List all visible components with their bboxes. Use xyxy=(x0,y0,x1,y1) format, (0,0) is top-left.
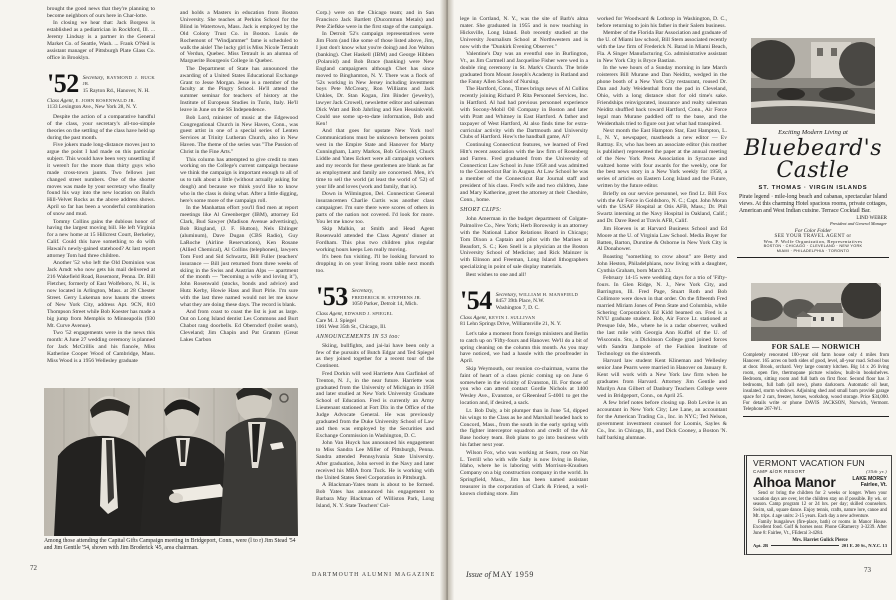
farmhouse-photo xyxy=(751,283,881,341)
three-men-photo-icon xyxy=(44,388,298,536)
ad-agent-text: SEE YOUR TRAVEL AGENT or xyxy=(774,234,852,240)
campaign-meeting-photo xyxy=(44,388,298,536)
paragraph: Fred Dorkin will wed Harriette Ann Garfinkel of Trenton, N. J., in the near future. Harriette was graduated from the University of Michigan in 1958 and later studied at New York University Graduate School of Education. Fred is currently an Army Lieutenant stationed at Fort Dix in the Office of the Judge Advocate General. He was previously graduated from the Duke University School of Law and then was employed by the Securities and Exchange Commission in Washington, D. C. xyxy=(316,370,434,439)
paragraph: Let's take a moment from foreign ministers and Berlin to catch up on 'Fifty-fours and Hanover. We'll do a bit of spring cleaning on the column this month. As you may have noticed, we had a hassle with the proofreader in April. xyxy=(460,330,588,365)
paragraph: Best wishes to one and all! xyxy=(466,271,527,278)
paragraph: A few brief notes before closing up. Bob Levine is an accountant in New York City; Lee Lane, an accountant for the American Trading Co., Inc. in NYC; Ted Nelson, government investment counsel for Loomis, Sayles & Co., Inc. in Chicago, Ill., and Dick Cooney, a Boston 'N. half barking alumnae. xyxy=(597,400,727,441)
paragraph: Skip Weymouth, our reunion co-chairman, warns the faint of heart of a class picnic coming up on June 6 somewhere in the vicinity of Evanston, Ill. For those of you who can attend contact Gordie Nichols at 1400 Wesley Ave., Evanston, or GReenleaf 5-4001 to get the location and, if desired, a sack. xyxy=(460,365,588,407)
magazine-title-footer: DARTMOUTH ALUMNI MAGAZINE xyxy=(312,572,436,578)
paragraph: Corp.) were on the Chicago team; and in San Francisco Jack Bartlett (Ducommun Metals) and Pete Ziefkke were in the first stage of the campaign. xyxy=(316,10,434,30)
paragraph: Despite the action of a comparative handful of the class, your secretary's all-too-simple theories on the settling of the class have held up during the past month. xyxy=(47,113,155,141)
paragraph: In the Manhattan effort you'll find men at report meetings like Al Greenberger (IBM), attorney Ed Clark, Bud Sawyer (Madison Avenue advertising), Bob Ringland, (J. F. Hutton), Nels Ehlinger (aluminum), Dave Dugan (CBS Radio), Guy LaRoche (Airline Reservations), Ken Rosane (Allied Chemical), Al Collins (telephones), lawyers Tom Ford and Sid Schwartz, Bill Fuller (teachers' insurance — Bill just returned from three weeks of skiing in the Swiss and Austrian Alps — apartment of the month — "becoming a wife and loving it"), John Rosenwald (stocks, bonds and advice) and Hutz Kerby, Howie Hass and Burt Pirie. I'm sure with the last three named would not let me know what they are doing these days. The record is blank. xyxy=(180,205,298,309)
paragraph: Down in Wilmington, Del. Connecticut General insurancemen Charlie Curtis was another class campaigner. I'm sure there were scores of others in parts of the nation not covered. I'd look for more. You let me know too. xyxy=(316,191,434,225)
ad-title: FOR SALE — NORWICH xyxy=(771,343,861,351)
ad-body: Send or bring the children for 2 weeks or longer. When your vacation days are over, let the children stay on if possible. By wk. or season. Camp program 12 or 24 hrs. per day; skilled counselors. Swim, sail, square dance. Enjoy tennis, crafts, nature lore, canoe and Mt. trips. 4 age units: 2-15 years. Each day a new adventure. Family bungalows (fire-place, bath) or rooms in Manor House. Excellent food. Golf & horses near. Phone GRamercy 3-3239. After June 8: Fairlee, Vt., FEderal 3-4284. xyxy=(753,491,887,536)
ad-location: LAKE MOREY Fairlee, Vt. xyxy=(852,476,887,488)
bluebeards-castle-ad xyxy=(735,38,891,254)
paragraph: Two '52 engagements were in the news this month: A June 27 wedding ceremony is planned for Jack McCrillis and his fiancée, Miss Katherine Cooper Wood of Cambridge, Mass. Miss Wood is a 1956 Wellesley graduate xyxy=(47,330,155,364)
paragraph: Next month the East Hampton Star, East Hampton, L. I., N. Y., newspaper, mastheads a new editor — Ev Rattray. Ev, who has been an associate editor (his mother is publisher) represented the paper at the annual meeting of the New York Press Association in Syracuse and waltzed home with four awards for the weekly, one for the best news story in a New York weekly for 1958, a series of articles on Eastern Long Island and the Future, written by the future editor. xyxy=(597,128,727,190)
class-secretary: Secretary, WILLIAM H. MANSFIELD 8457 39th Place, N.W. Washington 7, D. C. xyxy=(495,291,579,311)
ad-tagline: Exciting Modern Living at xyxy=(778,129,848,136)
paragraph: In closing we hear that: Jack Borgess is established as a pediatrician in Rockford, Ill. ... Jeremy Lindsay is a partner in the General Market Co. of Seattle, Wash. ... Frank O'Neil is assistant manager of Pittsburgh Plate Glass Co. office in Brooklyn. xyxy=(47,20,155,61)
ad-subhead: CAMP &/OR RESORT (35th yr.) xyxy=(753,469,887,474)
column-4 xyxy=(460,16,588,556)
paragraph: Tommy Collins gains the dubious honor of having the largest moving bill. He left Virginia for a new home at 15 Hillcrest Court, Berkeley, Calif. Could this have something to do with Hawaii's newly-gained statehood? At last report attorney Tom had three children. xyxy=(47,218,155,260)
paragraph: Harvard law student Kent Klineman and Wellesley senior Jane Pearrs were married in Hanover on January 8. Kent will work with a New York law firm when he graduates from Harvard. Attorney Jim Gentile and Marilyn Ann Gilbert of Danbury Teachers College were wed in Bridgeport, Conn., on April 25. xyxy=(597,358,727,399)
column-2 xyxy=(180,10,298,386)
ad-cities: BOSTON · CHICAGO · CLEVELAND · NEW YORK MIAMI · PHILADELPHIA · TORONTO xyxy=(763,244,863,254)
farmhouse-photo-icon xyxy=(751,283,881,341)
class-heading-54 xyxy=(460,285,588,315)
ad-title: Bluebeard's Castle xyxy=(743,136,883,183)
class-agent: Class Agent, E. JOHN ROSENWALD JR. 1133 Lexington Ave., New York 28, N. Y. xyxy=(47,97,137,111)
class-secretary: Secretary, FREDERICK H. STEPHENS JR. 1050 Parker, Detroit 14, Mich. xyxy=(351,287,422,308)
paragraph: Boasting "something to crow about" are Betty and John Heston, Philadelphians, now living with a daughter, Cynthia Graham, born March 23. xyxy=(597,253,727,274)
ad-title: Alhoa Manor xyxy=(753,474,836,490)
class-heading-53 xyxy=(316,281,434,311)
class-agent: Class Agent, KEVIN I. SULLIVAN 81 Lehn Springs Drive, Williamsville 21, N. Y. xyxy=(460,314,562,328)
paragraph: February 14-15 were wedding days for a trio of 'Fifty-fours. In Glen Ridge, N. J., New York City, and Barrington, Ill. Fred Page, Stuart Roth and Bob Collimore were down in that order. On the fifteenth Fred married Miriam Jones of Penn State and Columbia, while Schering Corporation's Ed Kidd beamed on. Fred is a NYU graduate student. Bob, Air Force Lt. stationed at Presque Isle, Me., where he is a radar observer, walked the last mile with Georgia Ann Kuffel of the U. of Wisconsin. Stu, a Dickinson College grad joined forces with Sandra Jampole of the Fashion Institute of Technology on the sixteenth. xyxy=(597,275,727,357)
paragraph: And from coast to coast the list is just as large. Out on Long Island dentist Les Commons and Burt Chabot rang doorbells. Ed Oberndorf (toilet seats), Cleveland; Jim Chapin and Pat Gramm (Great Lakes Carbon xyxy=(180,309,298,344)
paragraph: In the wee hours of a Sunday morning in late March roisterers Bill Murane and Dan Neiditz, wedged in the phone booth of a New York City restaurant, roused Dr. Dan and Judy Weidenthal from the pad in Cleveland, Ohio, with a long distance shot for old time's sake. Friendships reinvigorated, insurance and realty salesman Neiditz shuffled back toward Hartford, Conn., Air Force legal man Murane paddled off to the base, and the Weidenthals tried to figure out just what had transpired. xyxy=(597,65,727,127)
paragraph: Member of the Florida Bar Association and graduate of the U. of Miami law school, Bill Stern associated recently with the law firm of Frederick N. Barad in Miami Beach, Fla. A Singer Manufacturing Co. administrative assistant in New York City is Bryce Bastian. xyxy=(597,30,727,64)
paragraph: Another '52 who left the Old Dominion was Jack Arndt who now gets his mail delivered at 216 Wakefield Road, Rosemont, Penna. Dr. Bill Fletcher, formerly of East Wolfeboro, N. H., is now located in Arlington, Mass. at 28 Chester Street. Gerry Lukeman now haunts the streets of New York City, address Apt. 9CN, 810 Thompson Street while Bob Koester has made a big jump from Memphis to Minneapolis (930 Mt. Curve Avenue). xyxy=(47,260,155,329)
paragraph: The Department of State has announced the awarding of a United States Educational Exchange Grant to Jesse Morgan. Jesse is a member of the faculty at the Pingry School. He'll attend the summer seminar for teachers of history at the Institute of European Studies in Turin, Italy. He'll leave in June on the SS Independence. xyxy=(180,65,298,114)
divider xyxy=(737,257,889,258)
paragraph: Wilson Fox, who was working at Sears, rose on Nat L. Terrill who with wife Sally is now living in Boise, Idaho, where he is laboring with Morrison-Knudsen Company on a big construction company in the world. In Springfield, Mass., Jim has been named assistant treasurer in the corporation of Clark & Friend, a well-known clothing store. Jim xyxy=(460,449,588,498)
paragraph: A Blackman-Yates team is about to be formed. Bob Yates has announced his engagement to Barbara May Blackman of Williston Park, Long Island, N. Y. State Teachers' Col- xyxy=(316,482,434,509)
class-year: '52 xyxy=(47,68,79,98)
ad-body: Pirate legend · mile-long beach and cabanas, spectacular Island views. At this charming Hotel spacious rooms, private cottages, American and West Indian cuisine. Terrace Cocktail Bar. xyxy=(739,194,887,214)
paragraph: Jim Hoeven is at Harvard Business School and Ed Moore at the U. of Virginia Law School. Media Buyer for Batten, Barton, Durstine & Osborne in New York City is Al Donahower. xyxy=(597,225,727,253)
alhoa-manor-ad xyxy=(744,455,892,555)
column-3 xyxy=(316,10,434,555)
paragraph: Bob Lord, minister of music at the Edgewood Congregational Church in New Haven, Conn., was guest artist in one of a special series of Lenten Services at Trinity Lutheran Church, also in New Haven. The theme of the series was "The Passion of Christ in the Fine Arts." xyxy=(180,114,298,156)
ad-footer: Apt. 2B 201 E. 20 St., N.Y.C. 13 xyxy=(753,542,887,548)
short-clips-heading: SHORT CLIPS: xyxy=(460,206,502,213)
castle-garden-photo xyxy=(751,38,875,124)
paragraph: It's been fun visiting. I'll be looking forward to dropping in on your living room table next month too. xyxy=(316,254,434,275)
paragraph: Skiing, bullfights, and jai-lai have been only a few of the pursuits of Butch Edgar and Ted Spiegel as they joined together for a recent tour of the Continent. xyxy=(316,342,434,370)
ad-headline: VERMONT VACATION FUN xyxy=(753,458,865,468)
paragraph: Skip Malkin, at Smith and Head Agent Rosenwald attended the Class Agents' dinner at Fordham. This plus two children plus regular working hours keeps Len really moving. xyxy=(316,226,434,253)
issue-date-footer: Issue of MAY 1959 xyxy=(466,570,535,579)
class-secretary: Secretary, RAYMOND J. BUCK JR. 15 Rayton Rd., Hanover, N. H. xyxy=(82,74,155,94)
class-heading-52 xyxy=(47,68,155,98)
paragraph: Five jokers made long-distance moves just to argue the point I had made on this particular subject. This would have been very unsettling if it weren't for the more than thirty guys who made cross-town jaunts. Two fellows just changed street numbers. One of the shorter moves was made by your secretary who finally found his way into the new location on Balch Hill-Velvet Rocks as the above address shows. April so far has been a wonderful combination of snow and mud. xyxy=(47,142,155,218)
page-number-left: 72 xyxy=(30,564,37,572)
column-1 xyxy=(47,6,155,386)
ad-folder-text: For Color Folder xyxy=(794,228,832,235)
paragraph: John Amerman in the budget department of Colgate-Palmolive Co., New York; Herb Borowsky is an attorney with the National Labor Relations Board in Chicago; Tom Dixon a Captain and pilot with the Marines at Beaufort, S. C.; Ken Snell is a physician at the Boston University School of Medicine; and Rick Mainzer is with Elinson and Freeman, Long Island lithographers specializing in point of sale display materials. xyxy=(460,215,588,271)
paragraph: This column has attempted to give credit to men working on the College's current campaign because we think the campaign is important enough to all of us to talk about a little (without actually asking for dough) and because we think you'd like to know who in the class is doing what. After a little digging, here's some more of the campaign roll. xyxy=(180,156,298,204)
ad-location: ST. THOMAS · VIRGIN ISLANDS xyxy=(758,185,868,191)
divider xyxy=(743,416,889,417)
paragraph: Continuing Connecticut features, we learned of Fred Hitt's recent association with the law firm of Rosenberg and Farren. Fred graduated from the University of Connecticut Law School in June 1958 and was admitted to the Connecticut Bar in August. At Law School he was a member of the Connecticut Bar Journal staff and president of his class. Fred's wife and two children, Jane and Mary Katherine, greet the attorney at their Cheshire, Conn., home. xyxy=(460,141,588,204)
class-agent: Class Agent, EDWARD J. SPIEGEL Care M. J. Spiegel 1061 West 35th St., Chicago, Ill. xyxy=(316,310,393,331)
paragraph: The Hartford, Conn., Times brings news of Al Collins recently joining Richard P. Rita Personnel Services, Inc. in Hartford. Al had had previous personnel experience with Socony-Mobil Oil Company in Boston and later with Pratt and Whitney in East Hartford. A father and taxpayer of West Hartford, Al also finds time for extra-curricular activity with the Dartmouth and University Clubs of Hartford. How's the handball game, Al? xyxy=(460,86,588,141)
ad-rep-text: Wm. P. Wolfe Organization, Representatives xyxy=(763,239,863,245)
ad-contact: Mrs. Harriet Gulick Pierce xyxy=(792,537,848,543)
paragraph: And that goes for upstate New York too! Communications must be unknown between points west in the Empire State and Hanover for Marty Cunningham, Larry Markos, Bob Griswold, Chuck Liddle and Yates Eckert were all campaign workers and my records for these gentlemen are blank as far as employment and family are concerned. Men, it's time to sell the world (at least the world of '52) of your life and loves (work and family, that is). xyxy=(316,128,434,190)
paragraph: worked for Woodward & Lothrop in Washington, D. C., before returning to join his father in their Salem business. xyxy=(597,16,727,29)
paragraph: lege in Cortland, N. Y., was the site of Barb's alma mater. She graduated in 1955 and is now teaching in Hicksville, Long Island. Bob recently studied at the University Journalism School at Northwestern and is now with the "Dunkirk Evening Observer." xyxy=(460,16,588,50)
paragraph: Lt. Bob Daly, a bit plumper than in June '54, dipped his wings to the Class as he and Marshall headed back to Concord, Mass., from the south in the early spring with the fighter interceptor squadron and credit of the Air Base hockey team. Bob plans to go into business with his father next year. xyxy=(460,407,588,449)
paragraph: and holds a Masters in education from Boston University. She teaches at Perkins School for the Blind in Watertown, Mass. Jack is employed by the Old Colony Trust Co. in Boston. Louis de Rochemont of "Windjammer" fame is scheduled to walk the aisle! The lucky girl is Miss Nicole Tetrault of Verdun, Quebec. Miss Tetrault is an alumna of Marguerite Bourgeois College in Quebec. xyxy=(180,10,298,65)
paragraph: Valentine's Day was an eventful one in Burlington, Vt., as Jim Cartmell and Jacqueline Fisher were wed in a double ring ceremony in St. Mark's Church. The bride graduated from Mount Joseph's Academy in Rutland and the Fanny Allen School of Nursing. xyxy=(460,51,588,85)
paragraph: John Van Huyck has announced his engagement to Miss Sandra Lee Miller of Pittsburgh, Penna. Sandra attended Pennsylvania State University. After graduation, John served in the Navy and later received his MBA from Tuck. He is working with the United States Steel Corporation in Pittsburgh. xyxy=(316,440,434,481)
garden-photo-icon xyxy=(751,38,875,124)
page-gutter xyxy=(440,0,454,600)
paragraph: In Detroit '52's campaign representatives were Jim Flom (and like some of those listed above, Jim, I just don't know what you're doing) and Jon Walton (banking). Chet Haskell (IBM) and George Hibben (Polaroid) and Bob Brace (banking) were New England campaigners although Chet has since moved to Binghamton, N. Y. There was a flock of '52s working in New Jersey including investment boys Pete McCreary, Ron Williams and Jack Unkles, Dr. Stan Kogan, Jim Binder (jewelry), lawyer Jack Crowell, newsletter editor and salesman Dick Watt and Bob Jahrling and Ken Heusinkveld. Could use some up-to-date information, Bob and Ken! xyxy=(316,31,434,127)
ad-signer: LIND WEBER President and General Manager xyxy=(829,216,887,227)
page-number-right: 73 xyxy=(864,566,871,574)
photo-caption: Among those attending the Capital Gifts Campaign meeting in Bridgeport, Conn., were (l to r) Jim Stead '54 and Jim Gentile '54, shown with Jim Broderick '45, area chairman. xyxy=(44,538,296,551)
class-year: '54 xyxy=(460,285,492,315)
norwich-for-sale-ad xyxy=(741,283,891,448)
class-year: '53 xyxy=(316,281,348,311)
ad-name-row xyxy=(753,475,887,489)
announcements-heading: ANNOUNCEMENTS IN 53 too: xyxy=(316,333,401,340)
ad-body: Completely renovated 100-year old farm house only 4 miles from Hanover. 165 acres on both sides of good, level, all-year road. School bus at door. Brook, orchard. Very large country kitchen. Big 14 x 26 living room, open fire, thermopane picture window, built-in bookshelves. Bedroom, sitting room and full bath on first floor. Second floor has 3 bedrooms, full bath (all new), photo darkroom. Automatic oil heat, insulated, storm windows. Adjoining shed and small barn provide garage space for 2 cars, freezer, horses, workshop, wood storage. Price $34,000. For details write or phone DAVIS JACKSON, Norwich, Vermont. Telephone 267-W1. xyxy=(743,353,889,412)
paragraph: Briefly on our service personnel, we find Lt. Bill Fox with the Air Force in Goldsboro, N. C.; Capt. John Moran with the USAF Hospital at Otis AFB, Mass.; Dr. Phil Swartz interning at the Navy Hospital in Oakland, Calif.; and Dr. Dave Reed at Travis AFB, Calif. xyxy=(597,190,727,225)
paragraph: brought the good news that they're planning to become neighbors of ours here in Char-lotte. xyxy=(47,6,155,19)
column-5 xyxy=(597,16,727,556)
